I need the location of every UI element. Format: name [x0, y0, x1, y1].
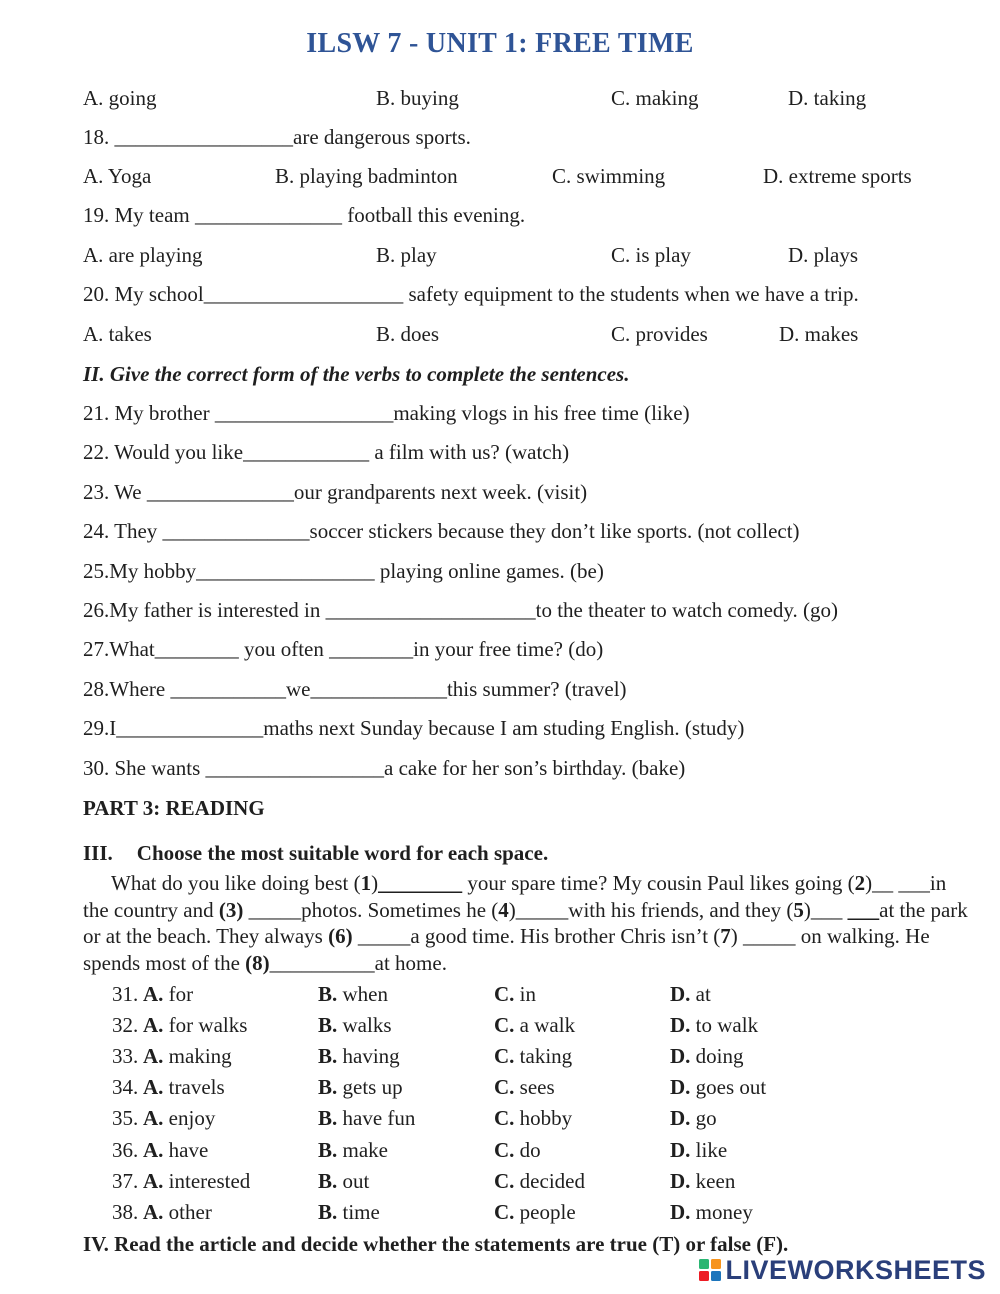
reading-option-a — [143, 1012, 247, 1038]
reading-option-d — [670, 1168, 735, 1194]
passage-segment: ___ — [847, 897, 880, 922]
option-text: money — [690, 1199, 753, 1224]
passage-segment: )___ — [803, 897, 848, 922]
option-letter: B. — [318, 1075, 338, 1100]
option-text: decided — [514, 1168, 585, 1193]
option-text: hobby — [514, 1106, 573, 1131]
option-letter: C. — [494, 982, 515, 1006]
option-text: doing — [690, 1044, 744, 1069]
reading-option-c — [494, 981, 536, 1007]
question-26: 26.My father is interested in ____________________to the theater to watch comedy. (go) — [83, 598, 839, 622]
reading-option-b — [318, 1012, 392, 1038]
passage-segment: your spare time? My cousin Paul likes going ( — [462, 871, 855, 895]
reading-option-c — [494, 1168, 585, 1194]
reading-question-number: 35. — [112, 1106, 139, 1131]
reading-option-c — [494, 1105, 572, 1131]
option-letter: A. — [143, 982, 164, 1006]
option-letter: B. — [318, 1199, 338, 1224]
reading-option-b — [318, 1168, 369, 1194]
passage-segment: (3) — [218, 897, 244, 922]
question-27: 27.What________ you often ________in your free time? (do) — [83, 637, 604, 661]
question-30: 30. She wants _________________a cake for her son’s birthday. (bake) — [83, 756, 686, 780]
passage-segment: 7 — [720, 924, 731, 948]
reading-option-b — [318, 1043, 400, 1069]
option-letter: C. — [494, 1168, 515, 1193]
option-letter: B. — [318, 1168, 338, 1193]
section-3-number: III. — [83, 841, 113, 865]
option-b: B. does — [376, 322, 439, 346]
option-letter: B. — [318, 1137, 338, 1162]
reading-option-b — [318, 1105, 415, 1131]
passage-segment: ) _____ on walking. He spends most of the — [83, 924, 930, 975]
option-c: C. is play — [611, 243, 691, 267]
reading-option-a — [143, 1074, 225, 1100]
passage-segment: )__ ___in the country and — [83, 871, 947, 922]
option-text: have fun — [337, 1106, 416, 1131]
option-text: a walk — [514, 1013, 576, 1038]
reading-option-c — [494, 1012, 575, 1038]
question-21: 21. My brother _________________making vlogs in his free time (like) — [83, 401, 690, 425]
passage-segment: __________at home. — [269, 950, 447, 975]
option-letter: B. — [318, 1044, 338, 1069]
passage-segment: )_____with his friends, and they ( — [508, 897, 794, 922]
reading-option-a — [143, 1105, 215, 1131]
option-text: at — [690, 982, 711, 1006]
question-28: 28.Where ___________we_____________this summer? (travel) — [83, 677, 627, 701]
question-20: 20. My school___________________ safety equipment to the students when we have a trip. — [83, 282, 859, 306]
passage-segment: 2 — [854, 871, 866, 895]
reading-option-d — [670, 1074, 766, 1100]
option-a: A. are playing — [83, 243, 203, 267]
option-letter: C. — [494, 1137, 515, 1162]
option-d: D. makes — [779, 322, 859, 346]
section-3-heading — [83, 840, 548, 866]
passage-segment: ) — [371, 871, 379, 895]
option-a: A. going — [83, 86, 157, 110]
option-text: when — [337, 982, 389, 1006]
option-text: walks — [337, 1013, 392, 1038]
option-text: people — [514, 1199, 576, 1224]
reading-option-d — [670, 981, 711, 1007]
option-text: other — [163, 1199, 212, 1224]
option-text: taking — [514, 1044, 573, 1069]
reading-option-c — [494, 1043, 572, 1069]
reading-question-number: 38. — [112, 1199, 139, 1224]
option-text: enjoy — [163, 1106, 216, 1131]
question-25: 25.My hobby_________________ playing online games. (be) — [83, 559, 604, 583]
reading-option-d — [670, 1043, 744, 1069]
passage-segment: (6) — [328, 924, 353, 948]
reading-option-d — [670, 1105, 717, 1131]
question-19: 19. My team ______________ football this evening. — [83, 203, 526, 227]
option-letter: D. — [670, 1013, 691, 1038]
reading-question-number: 33. — [112, 1044, 139, 1069]
option-c: C. swimming — [552, 164, 666, 188]
passage-segment: 5 — [793, 897, 804, 922]
option-letter: C. — [494, 1199, 515, 1224]
option-text: gets up — [337, 1075, 403, 1100]
option-c: C. provides — [611, 322, 708, 346]
option-letter: D. — [670, 982, 691, 1006]
passage-segment: _____photos. Sometimes he ( — [243, 897, 499, 922]
passage-segment: (8) — [245, 950, 270, 975]
reading-option-a — [143, 1199, 212, 1225]
passage-segment: ________ — [378, 871, 463, 895]
option-text: to walk — [690, 1013, 759, 1038]
reading-option-c — [494, 1199, 576, 1225]
question-29: 29.I______________maths next Sunday because I am studing English. (study) — [83, 716, 745, 740]
worksheet-title: ILSW 7 - UNIT 1: FREE TIME — [306, 28, 694, 59]
option-text: travels — [163, 1075, 225, 1100]
option-text: in — [514, 982, 537, 1006]
option-letter: D. — [670, 1106, 691, 1131]
option-letter: A. — [143, 1044, 164, 1069]
option-b: B. buying — [376, 86, 459, 110]
reading-option-d — [670, 1199, 753, 1225]
option-letter: D. — [670, 1044, 691, 1069]
option-text: making — [163, 1044, 232, 1069]
option-letter: C. — [494, 1044, 515, 1069]
option-d: D. extreme sports — [763, 164, 912, 188]
option-text: make — [337, 1137, 388, 1162]
option-letter: A. — [143, 1106, 164, 1131]
question-22: 22. Would you like____________ a film with us? (watch) — [83, 440, 570, 464]
section-4-heading: IV. Read the article and decide whether the statements are true (T) or false (F). — [83, 1232, 789, 1256]
option-text: keen — [690, 1168, 736, 1193]
option-letter: D. — [670, 1075, 691, 1100]
section-3-title: Choose the most suitable word for each space. — [136, 841, 549, 865]
option-letter: D. — [670, 1199, 691, 1224]
reading-question-number: 37. — [112, 1168, 139, 1193]
question-24: 24. They ______________soccer stickers because they don’t like sports. (not collect) — [83, 519, 800, 543]
section-2-heading: II. Give the correct form of the verbs to complete the sentences. — [83, 362, 630, 386]
option-c: C. making — [611, 86, 699, 110]
option-text: like — [690, 1137, 728, 1162]
option-letter: B. — [318, 1106, 338, 1131]
option-letter: A. — [143, 1075, 164, 1100]
option-letter: C. — [494, 1106, 515, 1131]
option-text: go — [690, 1106, 717, 1131]
reading-option-d — [670, 1137, 727, 1163]
reading-question-number: 32. — [112, 1013, 139, 1038]
passage-segment: 1 — [360, 871, 372, 895]
option-b: B. playing badminton — [275, 164, 458, 188]
option-letter: A. — [143, 1013, 164, 1038]
option-letter: A. — [143, 1199, 164, 1224]
reading-option-a — [143, 1137, 208, 1163]
option-text: having — [337, 1044, 400, 1069]
option-letter: D. — [670, 1137, 691, 1162]
option-letter: A. — [143, 1168, 164, 1193]
passage-segment: 4 — [498, 897, 509, 922]
option-letter: C. — [494, 1013, 515, 1038]
question-23: 23. We ______________our grandparents next week. (visit) — [83, 480, 588, 504]
option-text: goes out — [690, 1075, 767, 1100]
reading-question-number: 34. — [112, 1075, 139, 1100]
option-b: B. play — [376, 243, 437, 267]
part-3-heading: PART 3: READING — [83, 796, 265, 820]
reading-option-a — [143, 1043, 232, 1069]
reading-option-c — [494, 1074, 555, 1100]
passage-segment: What do you like doing best ( — [111, 871, 361, 895]
liveworksheets-logo-text: LIVEWORKSHEETS — [725, 1254, 986, 1285]
option-text: sees — [514, 1075, 555, 1100]
reading-option-b — [318, 1074, 403, 1100]
option-text: time — [337, 1199, 380, 1224]
option-a: A. takes — [83, 322, 152, 346]
option-letter: A. — [143, 1137, 164, 1162]
option-text: for — [163, 982, 194, 1006]
reading-option-c — [494, 1137, 541, 1163]
option-letter: B. — [318, 982, 338, 1006]
option-letter: B. — [318, 1013, 338, 1038]
option-letter: C. — [494, 1075, 515, 1100]
reading-passage — [83, 870, 973, 976]
reading-option-b — [318, 981, 388, 1007]
option-text: have — [163, 1137, 209, 1162]
option-d: D. plays — [788, 243, 858, 267]
option-text: do — [514, 1137, 541, 1162]
option-text: for walks — [163, 1013, 248, 1038]
reading-option-b — [318, 1137, 388, 1163]
reading-option-d — [670, 1012, 758, 1038]
option-text: out — [337, 1168, 370, 1193]
option-letter: D. — [670, 1168, 691, 1193]
liveworksheets-logo — [699, 1256, 986, 1284]
option-text: interested — [163, 1168, 251, 1193]
option-d: D. taking — [788, 86, 867, 110]
passage-segment: at the park or at the beach. They always — [83, 897, 968, 948]
liveworksheets-logo-icon — [699, 1259, 721, 1281]
reading-option-a — [143, 1168, 250, 1194]
reading-option-a — [143, 981, 193, 1007]
reading-option-b — [318, 1199, 380, 1225]
reading-question-number: 31. — [112, 982, 139, 1006]
passage-segment: _____a good time. His brother Chris isn’t ( — [352, 924, 721, 948]
option-a: A. Yoga — [83, 164, 152, 188]
question-18: 18. _________________are dangerous sports. — [83, 125, 471, 149]
reading-question-number: 36. — [112, 1137, 139, 1162]
